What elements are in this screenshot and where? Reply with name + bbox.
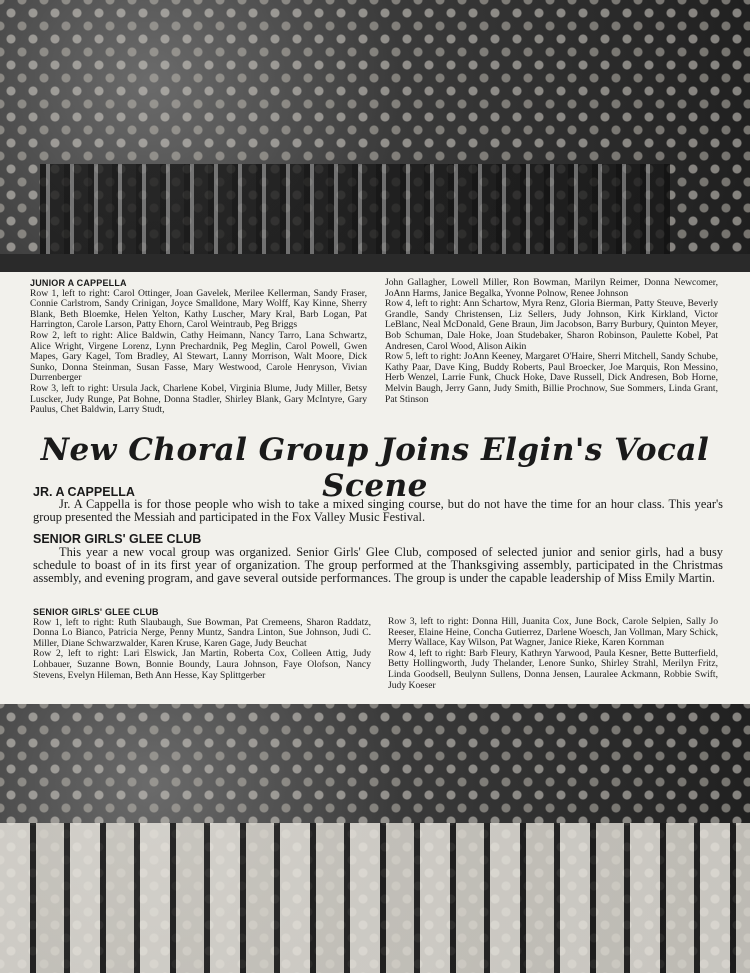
glee-caption-row: Row 2, left to right: Lari Elswick, Jan Martin, Roberta Cox, Colleen Attig, Judy Lohbauer, Suzanne Bown, Bonnie Boundy, Laura Johnson, Faye Olofson, Nancy Stevens, Evelyn Hileman, Beth Ann Hesse, Kay Splittgerber [33, 648, 371, 681]
glee-caption-row: Row 1, left to right: Ruth Slaubaugh, Sue Bowman, Pat Cremeens, Sharon Raddatz, Donna Lo Bianco, Patricia Nerge, Penny Muntz, Sandra Linton, Sue Johnson, Judi C. Miller, Diane Schwarzwalder, Karen Kruse, Karen Gage, Judy Beuchat [33, 616, 371, 649]
white-jackets-pattern [0, 823, 750, 973]
jr-caption-row: Row 5, left to right: JoAnn Keeney, Margaret O'Haire, Sherri Mitchell, Sandy Schube, Kathy Paar, Dave King, Buddy Roberts, Paul Broecker, Joe Marquis, Ron Messino, Herb Wenzel, Larrie Funk, Chuck Hoke, Dave Russell, Dick Andresen, Bob Horne, Melvin Baugh, Jerry Gann, Judy Smith, Billie Prochnow, Sue Sommers, Linda Grant, Pat Stinson [385, 351, 718, 405]
glee-section-title: SENIOR GIRLS' GLEE CLUB [33, 532, 202, 546]
page-headline: New Choral Group Joins Elgin's Vocal Scene [40, 432, 710, 504]
glee-caption-right-column [388, 617, 718, 691]
glee-caption-heading: SENIOR GIRLS' GLEE CLUB [33, 607, 159, 617]
jr-caption-row: John Gallagher, Lowell Miller, Ron Bowman, Marilyn Reimer, Donna Newcomer, JoAnn Harms, Janice Begalka, Yvonne Polnow, Renee Johnson [385, 277, 718, 299]
jr-caption-row: Row 1, left to right: Carol Ottinger, Joan Gavelek, Merilee Kellerman, Sandy Fraser, Connie Carlstrom, Sandy Crinigan, Joyce Smalldone, Mary Wolff, Kay Kinne, Sherry Blank, Beth Bloemke, Helen Yelton, Kathy Luscher, Mary Kral, Barb Logan, Pat Harrington, Carole Larson, Patty Ehorn, Carol Weintraub, Peg Briggs [30, 287, 367, 331]
jr-caption-heading: JUNIOR A CAPPELLA [30, 278, 127, 288]
jr-caption-row: Row 4, left to right: Ann Schartow, Myra Renz, Gloria Bierman, Patty Steuve, Beverly Grandle, Sandy Christensen, Liz Sellers, Judy Johnson, Kirk Kirkland, Victor LeBlanc, Neal McDonald, Gene Braun, Jim Jacobson, Barry Burbury, Quinton Meyer, Bob Schuman, Dale Hoke, Joan Studebaker, Sharon Robinson, Paulette Kobel, Pat Andresen, Carol Wood, Alison Aikin [385, 298, 718, 352]
glee-caption-row: Row 3, left to right: Donna Hill, Juanita Cox, June Bock, Carole Selpien, Sally Jo Reeser, Elaine Heine, Concha Gutierrez, Darlene Woesch, Jan Vollman, Mary Schick, Merry Wallace, Kay Wilson, Pat Wagner, Janice Rieke, Karen Kornman [388, 616, 718, 649]
senior-girls-glee-club-photo [0, 704, 750, 973]
glee-caption-row: Row 4, left to right: Barb Fleury, Kathryn Yarwood, Paula Kesner, Bette Butterfield, Betty Hollingworth, Judy Thelander, Lenore Sunko, Shirley Strahl, Merilyn Fritz, Linda Goodsell, Beulynn Sullens, Donna Jensen, Lauralee Ackmann, Robbie Swift, Judy Koeser [388, 647, 718, 691]
glee-caption-left-column [33, 607, 371, 681]
jr-caption-row: Row 2, left to right: Alice Baldwin, Cathy Heimann, Nancy Tarro, Lana Schwartz, Alice Wright, Virgene Lorenz, Lynn Prechardnik, Peg Meglin, Carol Powell, Gwen Mapes, Gary Kagel, Tom Bradley, Al Stewart, Lanny Morrison, Walt Moore, Dick Sunko, Donna Steinman, Susan Fasse, Mary Westwood, Carole Henryson, Vivian Durrenberger [30, 329, 367, 384]
choir-front-row-pattern [40, 164, 670, 254]
junior-a-cappella-photo [0, 0, 750, 272]
glee-section-body: This year a new vocal group was organized. Senior Girls' Glee Club, composed of selected junior and senior girls, had a busy schedule to boast of in its first year of organization. The group performed at the Thanksgiving assembly, participated in the Christmas assembly, and evening program, and gave several outside performances. The group is under the capable leadership of Miss Emily Martin. [33, 545, 723, 586]
stage-floor [0, 254, 750, 272]
jr-section-body: Jr. A Cappella is for those people who wish to take a mixed singing course, but do not have the time for an hour class. This year's group presented the Messiah and participated in the Fox Valley Music Festival. [33, 497, 723, 525]
jr-caption-row: Row 3, left to right: Ursula Jack, Charlene Kobel, Virginia Blume, Judy Miller, Betsy Luscker, Judy Runge, Pat Bohne, Donna Stadler, Shirley Blank, Gary McIntyre, Gary Paulus, Chet Baldwin, Larry Studt, [30, 382, 367, 416]
jr-caption-left-column [30, 278, 367, 416]
jr-section-title: JR. A CAPPELLA [33, 485, 135, 499]
jr-caption-right-column [385, 278, 718, 405]
